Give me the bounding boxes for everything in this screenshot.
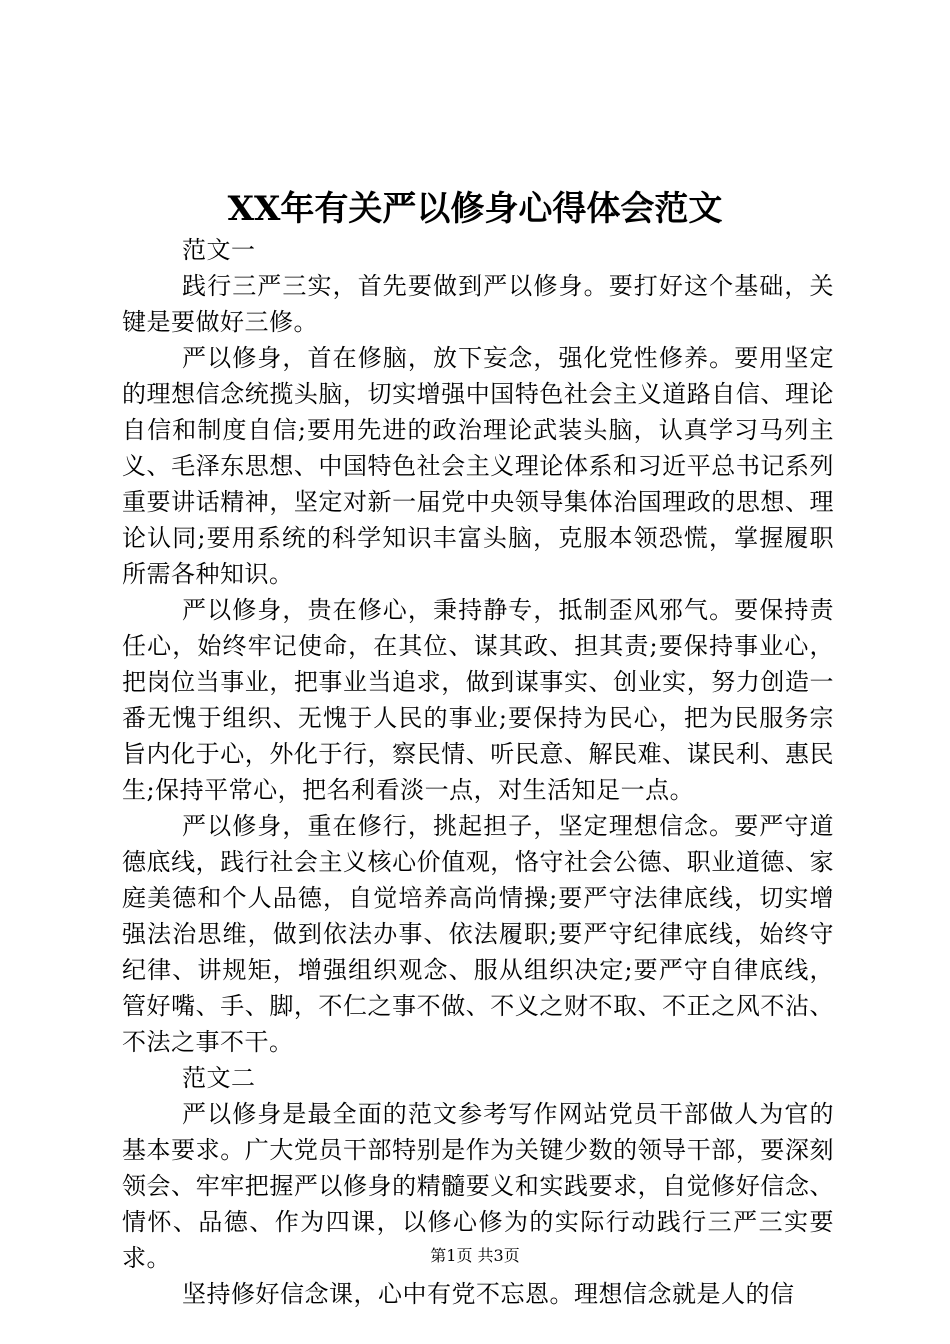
body-paragraph: 严以修身，重在修行，挑起担子，坚定理想信念。要严守道德底线，践行社会主义核心价值观，恪守社会公德、职业道德、家庭美德和个人品德，自觉培养高尚情操;要严守法律底线，切实增强法治思维，做到依法办事、依法履职;要严守纪律底线，始终守纪律、讲规矩，增强组织观念、服从组织决定;要严守自律底线，管好嘴、手、脚，不仁之事不做、不义之财不取、不正之风不沾、不法之事不干。 bbox=[122, 812, 834, 1056]
section-heading: 范文一 bbox=[182, 236, 256, 264]
page-footer bbox=[0, 1244, 950, 1268]
section-heading: 范文二 bbox=[182, 1064, 256, 1092]
body-paragraph: 坚持修好信念课，心中有党不忘恩。理想信念就是人的信 bbox=[182, 1280, 795, 1308]
body-paragraph: 严以修身是最全面的范文参考写作网站党员干部做人为官的基本要求。广大党员干部特别是作为关键少数的领导干部，要深刻领会、牢牢把握严以修身的精髓要义和实践要求，自觉修好信念、情怀、品德、作为四课，以修心修为的实际行动践行三严三实要求。 bbox=[122, 1100, 834, 1272]
page-number: 第1页 bbox=[430, 1246, 473, 1265]
body-paragraph: 严以修身，贵在修心，秉持静专，抵制歪风邪气。要保持责任心，始终牢记使命，在其位、谋其政、担其责;要保持事业心，把岗位当事业，把事业当追求，做到谋事实、创业实，努力创造一番无愧于组织、无愧于人民的事业;要保持为民心，把为民服务宗旨内化于心，外化于行，察民情、听民意、解民难、谋民利、惠民生;保持平常心，把名利看淡一点，对生活知足一点。 bbox=[122, 596, 834, 804]
body-paragraph: 践行三严三实，首先要做到严以修身。要打好这个基础，关键是要做好三修。 bbox=[122, 272, 834, 336]
page-total: 共3页 bbox=[477, 1246, 520, 1265]
body-paragraph: 严以修身，首在修脑，放下妄念，强化党性修养。要用坚定的理想信念统揽头脑，切实增强中国特色社会主义道路自信、理论自信和制度自信;要用先进的政治理论武装头脑，认真学习马列主义、毛泽东思想、中国特色社会主义理论体系和习近平总书记系列重要讲话精神，坚定对新一届党中央领导集体治国理政的思想、理论认同;要用系统的科学知识丰富头脑，克服本领恐慌，掌握履职所需各种知识。 bbox=[122, 344, 834, 588]
document-body bbox=[122, 232, 834, 1312]
document-title: XX年有关严以修身心得体会范文 bbox=[227, 189, 723, 229]
